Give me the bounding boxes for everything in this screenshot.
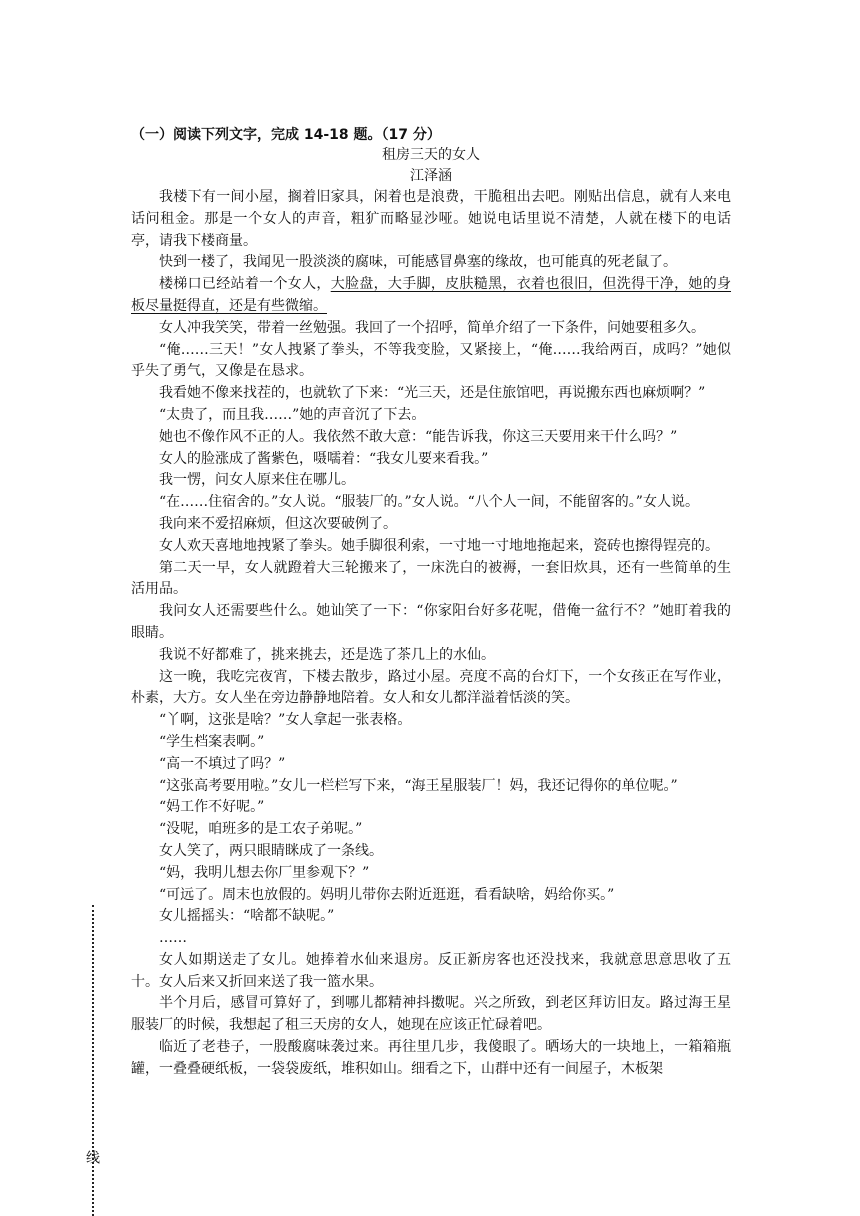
paragraph: 我问女人还需要些什么。她讪笑了一下：“你家阳台好多花呢，借俺一盆行不？”她盯着我的眼睛。 [131, 603, 731, 641]
paragraph: 女人笑了，两只眼睛眯成了一条线。 [159, 842, 383, 859]
paragraph: 这一晚，我吃完夜宵，下楼去散步，路过小屋。亮度不高的台灯下，一个女孩正在写作业，朴素，大方。女人坐在旁边静静地陪着。女人和女儿都洋溢着恬淡的笑。 [131, 668, 731, 707]
paragraph: 我一愣，问女人原来住在哪儿。 [159, 472, 355, 489]
paragraph: 我看她不像来找茬的，也就软了下来：“光三天，还是住旅馆吧，再说搬东西也麻烦啊？” [159, 385, 706, 402]
section-title: （一）阅读下列文字，完成 14-18 题。（17 分） [131, 127, 441, 143]
paragraph: “在……住宿舍的。”女人说。“服装厂的。”女人说。“八个人一间，不能留客的。”女人说。 [159, 494, 699, 511]
paragraph: 第二天一早，女人就蹬着大三轮搬来了，一床洗白的被褥，一套旧炊具，还有一些简单的生活用品。 [131, 559, 731, 598]
paragraph: “学生档案表啊。” [159, 733, 265, 750]
binding-label: 线 [84, 1150, 100, 1164]
paragraph: 女人如期送走了女儿。她捧着水仙来退房。反正新房客也还没找来，我就意思意思收了五十。女人后来又折回来送了我一篮水果。 [131, 951, 731, 990]
paragraph [131, 274, 731, 318]
document-body [131, 125, 731, 1081]
paragraph: “太贵了，而且我……”她的声音沉了下去。 [159, 406, 426, 423]
paragraph: “高一不填过了吗？” [159, 755, 286, 772]
author: 江泽涵 [410, 168, 452, 184]
binding-dotted-line [92, 905, 94, 1216]
paragraph: 临近了老巷子，一股酸腐味袭过来。再往里几步，我傻眼了。晒场大的一块地上，一箱箱瓶罐，一叠叠硬纸板，一袋袋废纸，堆积如山。细看之下，山群中还有一间屋子，木板架 [131, 1039, 731, 1077]
paragraph: “妈，我明儿想去你厂里参观下？” [159, 864, 370, 881]
paragraph: 女人欢天喜地地拽紧了拳头。她手脚很利索，一寸地一寸地地拖起来，瓷砖也擦得锃亮的。 [159, 537, 719, 554]
paragraph: “妈工作不好呢。” [159, 799, 265, 816]
paragraph: “这张高考要用啦。”女儿一栏栏写下来，“海王星服装厂！妈，我还记得你的单位呢。” [159, 777, 678, 794]
paragraph: 女儿摇摇头：“啥都不缺呢。” [159, 908, 335, 925]
paragraph: “没呢，咱班多的是工农子弟呢。” [159, 821, 363, 838]
paragraph: …… [159, 930, 187, 947]
paragraph: 她也不像作风不正的人。我依然不敢大意：“能告诉我，你这三天要用来干什么吗？” [159, 428, 678, 445]
paragraph: 半个月后，感冒可算好了，到哪儿都精神抖擞呢。兴之所致，到老区拜访旧友。路过海王星服装厂的时候，我想起了租三天房的女人，她现在应该正忙碌着吧。 [131, 995, 731, 1034]
paragraph-text: 楼梯口已经站着一个女人， [159, 276, 331, 293]
paragraph: 女人的脸涨成了酱紫色，嗫嚅着：“我女儿要来看我。” [159, 450, 489, 467]
story-text [131, 187, 731, 1081]
paragraph: 我向来不爱招麻烦，但这次要破例了。 [159, 515, 397, 532]
story-title: 租房三天的女人 [382, 147, 480, 163]
paragraph: “可远了。周末也放假的。妈明儿带你去附近逛逛，看看缺啥，妈给你买。” [159, 886, 615, 903]
paragraph: “俺……三天！”女人拽紧了拳头，不等我变脸，又紧接上，“俺……我给两百，成吗？”她似乎失了勇气，又像是在恳求。 [131, 341, 731, 380]
underlined-passage: 大脸盘，大手脚，皮肤糙黑，衣着也很旧，但洗得干净，她的身板尽量挺得直，还是有些微缩。 [131, 276, 732, 314]
paragraph: 我楼下有一间小屋，搁着旧家具，闲着也是浪费，干脆租出去吧。刚贴出信息，就有人来电话问租金。那是一个女人的声音，粗犷而略显沙哑。她说电话里说不清楚，人就在楼下的电话亭，请我下楼商量。 [131, 189, 731, 249]
paragraph: 快到一楼了，我闻见一股淡淡的腐味，可能感冒鼻塞的缘故，也可能真的死老鼠了。 [159, 254, 677, 271]
paragraph: 女人冲我笑笑，带着一丝勉强。我回了一个招呼，简单介绍了一下条件，问她要租多久。 [159, 319, 705, 336]
paragraph: “丫啊，这张是啥？”女人拿起一张表格。 [159, 712, 412, 729]
paragraph: 我说不好都难了，挑来挑去，还是选了茶几上的水仙。 [159, 646, 495, 663]
